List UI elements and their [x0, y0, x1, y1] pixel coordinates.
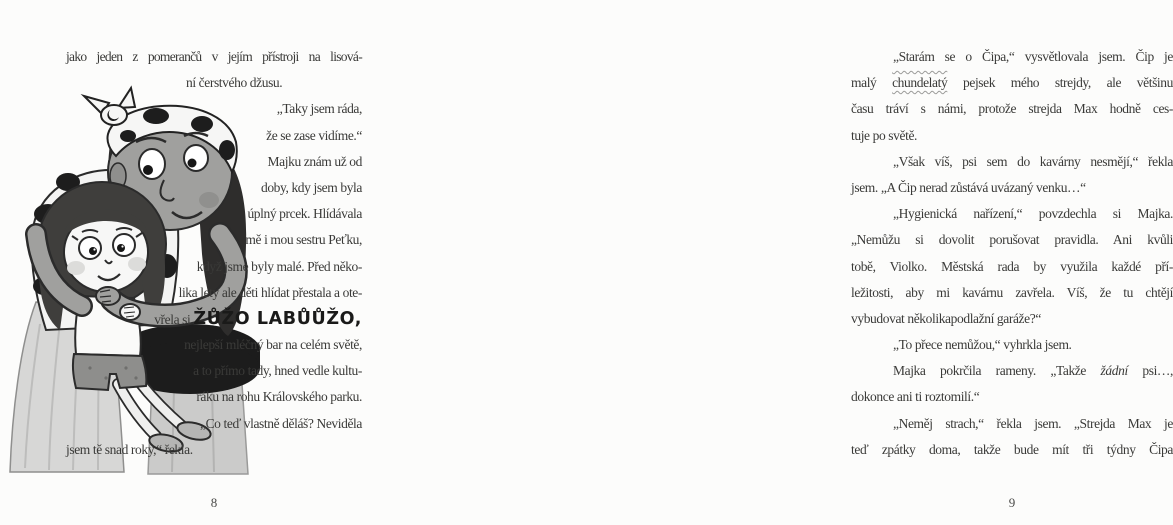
- text-line: ní čerstvého džusu.: [186, 75, 283, 91]
- text-line: „Co teď vlastně děláš? Neviděla: [199, 415, 362, 431]
- text-line: a to přímo tady, hned vedle kultu-: [193, 363, 362, 379]
- text-line: času tráví s námi, protože strejda Max hodně ces-: [851, 101, 1173, 117]
- text-segment: Majka pokrčila rameny. „Takže: [893, 363, 1101, 379]
- text-line: „Starám se o Čipa,“ vysvětlovala jsem. Čip je: [893, 49, 1173, 64]
- text-segment: psi…,: [1127, 363, 1173, 379]
- text-line: když jsme byly malé. Před něko-: [196, 258, 362, 274]
- text-segment: vřela si: [154, 311, 194, 327]
- text-line: dokonce ani ti roztomilí.“: [851, 389, 980, 405]
- text-line: úplný prcek. Hlídávala: [247, 206, 362, 222]
- page-number-left: 8: [210, 495, 218, 510]
- text-line: doby, kdy jsem byla: [260, 179, 362, 195]
- text-line: jsem. „A Čip nerad zůstává uvázaný venku…“: [851, 179, 1086, 195]
- text-line: mě i mou sestru Peťku,: [245, 232, 362, 248]
- text-line: že se zase vidíme.“: [266, 127, 362, 143]
- page-left: [0, 0, 402, 525]
- page-right: [403, 0, 1173, 525]
- text-line: „Však víš, psi sem do kavárny nesmějí,“ řekla: [893, 153, 1173, 169]
- text-line: nejlepší mléčný bar na celém světě,: [184, 337, 362, 353]
- text-segment: ,: [354, 308, 362, 329]
- text-line: lika lety ale děti hlídat přestala a ote-: [178, 284, 362, 300]
- right-text-column: [851, 44, 1173, 463]
- text-line: jsem tě snad roky,“ řekla.: [66, 441, 193, 457]
- text-line: teď zpátky doma, takže bude mít tři týdny Čipa: [851, 441, 1173, 457]
- text-line: „Hygienická nařízení,“ povzdechla si Majka.: [893, 206, 1173, 222]
- text-line: tuje po světě.: [851, 127, 918, 143]
- text-line: jako jeden z pomerančů v jejím přístroji na lisová-: [66, 49, 362, 64]
- text-line: „Neměj strach,“ řekla jsem. „Strejda Max je: [893, 415, 1173, 431]
- page-number-right: 9: [1008, 495, 1016, 510]
- milk-bar-name: ŽŮŽO LABŮŮŽO: [193, 308, 355, 329]
- text-line: [851, 358, 1173, 384]
- text-line: tobě, Violko. Městská rada by využila každé pří-: [851, 258, 1173, 274]
- text-line: [851, 70, 1173, 96]
- text-line: „Nemůžu si dovolit porušovat pravidla. Ani kvůli: [851, 232, 1173, 248]
- text-line: vybudovat několikapodlažní garáže?“: [851, 310, 1041, 326]
- italic-word: žádní: [1100, 363, 1128, 379]
- text-line: Majku znám už od: [267, 153, 362, 169]
- left-text-column: [66, 44, 362, 463]
- text-line: „Taky jsem ráda,: [276, 101, 362, 117]
- fuzzy-underlined-word: chundelatý: [892, 75, 948, 91]
- text-line: [66, 306, 362, 332]
- text-line: ležitosti, aby mi kavárnu zavřela. Víš, že tu chtějí: [851, 284, 1173, 300]
- text-line: „To přece nemůžou,“ vyhrkla jsem.: [893, 337, 1072, 353]
- text-line: ráku na rohu Královského parku.: [196, 389, 362, 405]
- text-segment: pejsek mého strejdy, ale většinu: [947, 75, 1173, 91]
- text-segment: malý: [851, 75, 893, 91]
